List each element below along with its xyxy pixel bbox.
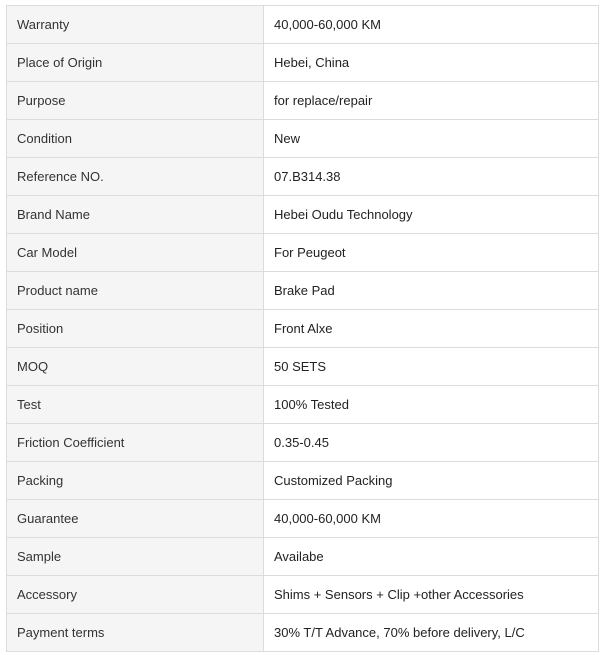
spec-label: Position [7, 310, 264, 348]
spec-value: for replace/repair [264, 82, 599, 120]
spec-value: For Peugeot [264, 234, 599, 272]
spec-row-friction-coefficient [7, 424, 599, 462]
spec-label: Accessory [7, 576, 264, 614]
spec-label: Guarantee [7, 500, 264, 538]
spec-row-place-of-origin [7, 44, 599, 82]
spec-row-purpose [7, 82, 599, 120]
spec-label: Packing [7, 462, 264, 500]
spec-label: Product name [7, 272, 264, 310]
spec-row-reference-no [7, 158, 599, 196]
spec-label: Payment terms [7, 614, 264, 652]
spec-row-condition [7, 120, 599, 158]
spec-row-accessory [7, 576, 599, 614]
spec-row-sample [7, 538, 599, 576]
spec-label: Condition [7, 120, 264, 158]
spec-label: Car Model [7, 234, 264, 272]
spec-label: Sample [7, 538, 264, 576]
spec-value: Hebei, China [264, 44, 599, 82]
spec-row-payment-terms [7, 614, 599, 652]
spec-value: 40,000-60,000 KM [264, 6, 599, 44]
spec-label: Test [7, 386, 264, 424]
spec-row-moq [7, 348, 599, 386]
spec-value: 100% Tested [264, 386, 599, 424]
spec-label: Purpose [7, 82, 264, 120]
spec-value: Shims + Sensors + Clip +other Accessories [264, 576, 599, 614]
spec-row-warranty [7, 6, 599, 44]
spec-value: 30% T/T Advance, 70% before delivery, L/C [264, 614, 599, 652]
spec-label: Place of Origin [7, 44, 264, 82]
spec-value: 40,000-60,000 KM [264, 500, 599, 538]
spec-row-test [7, 386, 599, 424]
spec-row-position [7, 310, 599, 348]
spec-value: Customized Packing [264, 462, 599, 500]
spec-value: Front Alxe [264, 310, 599, 348]
spec-value: 50 SETS [264, 348, 599, 386]
spec-value: 07.B314.38 [264, 158, 599, 196]
spec-row-packing [7, 462, 599, 500]
spec-label: Friction Coefficient [7, 424, 264, 462]
spec-label: MOQ [7, 348, 264, 386]
spec-row-brand-name [7, 196, 599, 234]
spec-row-product-name [7, 272, 599, 310]
spec-value: 0.35-0.45 [264, 424, 599, 462]
spec-label: Reference NO. [7, 158, 264, 196]
spec-row-guarantee [7, 500, 599, 538]
product-spec-table [6, 5, 599, 652]
spec-value: Hebei Oudu Technology [264, 196, 599, 234]
spec-label: Warranty [7, 6, 264, 44]
spec-row-car-model [7, 234, 599, 272]
spec-value: New [264, 120, 599, 158]
spec-value: Availabe [264, 538, 599, 576]
spec-label: Brand Name [7, 196, 264, 234]
spec-value: Brake Pad [264, 272, 599, 310]
